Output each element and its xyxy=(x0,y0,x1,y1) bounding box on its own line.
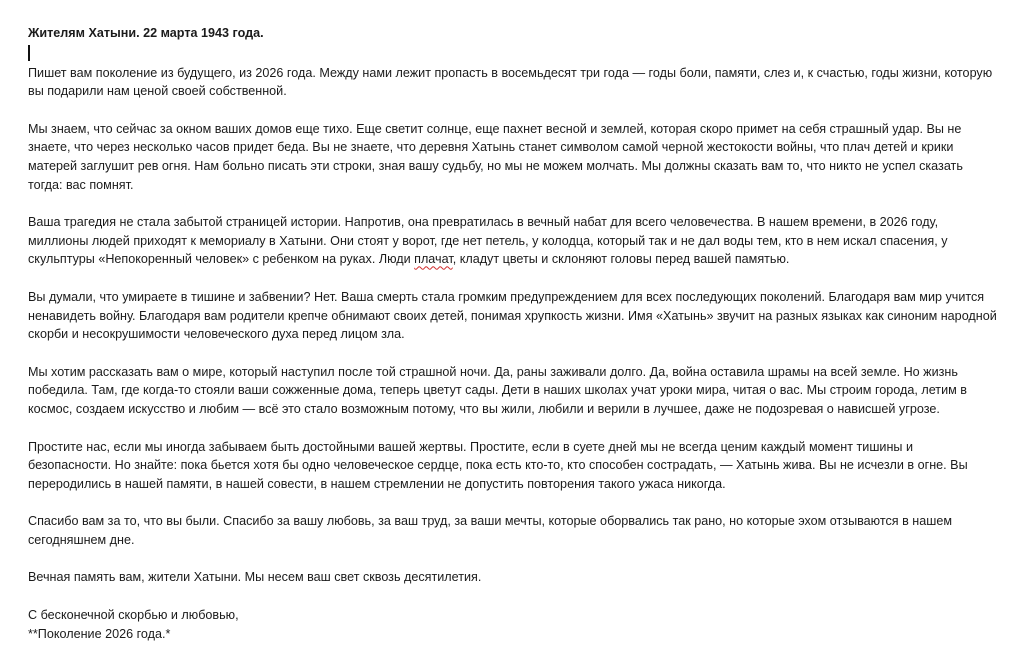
tragedy-text-after: , кладут цветы и склоняют головы перед вашей памятью. xyxy=(452,252,790,267)
paragraph-gap xyxy=(28,549,998,568)
paragraph-forgive[interactable]: Простите нас, если мы иногда забываем быть достойными вашей жертвы. Простите, если в суете дней мы не всегда ценим каждый момент тишины и безопасности. Но знайте: пока бьется хотя бы одно человеческое сердце, пока есть кто-то, кто способен сострадать, — Хатынь жива. Вы не исчезли в огне. Вы переродились в нашей памяти, в нашей совести, в нашем стремлении не допустить повторения такого ужаса никогда. xyxy=(28,439,968,491)
paragraph-world-after[interactable]: Мы хотим рассказать вам о мире, который наступил после той страшной ночи. Да, раны заживали долго. Да, война оставила шрамы на всей земле. Но жизнь победила. Там, где когда-то стояли ваши сожженные дома, теперь цветут сады. Дети в наших школах учат уроки мира, читая о вас. Мы строим города, летим в космос, создаем искусство и любим — всё это стало возможным потому, что вы жили, любили и верили в лучшее, даже не подозревая о нависшей угрозе. xyxy=(28,364,967,416)
paragraph-gap xyxy=(28,269,998,288)
paragraph-gap xyxy=(28,587,998,606)
paragraph-gap xyxy=(28,194,998,213)
paragraph-gap xyxy=(28,101,998,120)
paragraph-tragedy[interactable] xyxy=(28,213,998,269)
tragedy-text-before: Ваша трагедия не стала забытой страницей истории. Напротив, она превратилась в вечный набат для всего человечества. В нашем времени, в 2026 году, миллионы людей приходят к мемориалу в Хатыни. Они стоят у ворот, где нет петель, у колодца, который так и не дал воды тем, кто в нем искал спасения, у скульптуры «Непокоренный человек» с ребенком на руках. Люди xyxy=(28,215,948,267)
paragraph-memory[interactable]: Вечная память вам, жители Хатыни. Мы несем ваш свет сквозь десятилетия. xyxy=(28,570,482,585)
paragraph-intro[interactable]: Пишет вам поколение из будущего, из 2026 года. Между нами лежит пропасть в восемьдесят три года — годы боли, памяти, слез и, к счастью, годы жизни, которую вы подарили нам ценой своей собственной. xyxy=(28,65,993,99)
paragraph-gap xyxy=(28,419,998,438)
paragraph-gap xyxy=(28,344,998,363)
spell-error-word[interactable]: плачат xyxy=(414,252,453,267)
paragraph-thanks[interactable]: Спасибо вам за то, что вы были. Спасибо за вашу любовь, за ваш труд, за ваши мечты, которые оборвались так рано, но которые эхом отзываются в нашем сегодняшнем дне. xyxy=(28,514,953,547)
paragraph-peace-before[interactable]: Мы знаем, что сейчас за окном ваших домов еще тихо. Еще светит солнце, еще пахнет весной и землей, которая скоро примет на себя страшный удар. Вы не знаете, что через несколько часов придет беда. Вы не знаете, что деревня Хатынь станет символом самой черной жестокости войны, что плач детей и крики матерей заглушит рев огня. Нам больно писать эти строки, зная вашу судьбу, но мы не можем молчать. Мы должны сказать вам то, что никто не успел сказать тогда: вас помнят. xyxy=(28,121,963,192)
document-title[interactable]: Жителям Хатыни. 22 марта 1943 года. xyxy=(28,26,264,40)
document-body[interactable] xyxy=(28,24,998,643)
paragraph-warning[interactable]: Вы думали, что умираете в тишине и забвении? Нет. Ваша смерть стала громким предупреждением для всех последующих поколений. Благодаря вам мир учится ненавидеть войну. Благодаря вам родители крепче обнимают своих детей, понимая хрупкость жизни. Имя «Хатынь» звучит на разных языках как синоним народной скорби и несокрушимости человеческого духа перед лицом зла. xyxy=(28,289,997,342)
paragraph-gap xyxy=(28,493,998,512)
closing-line[interactable]: С бесконечной скорбью и любовью, xyxy=(28,608,239,623)
text-cursor xyxy=(28,45,30,61)
signature-line[interactable]: **Поколение 2026 года.* xyxy=(28,626,171,641)
